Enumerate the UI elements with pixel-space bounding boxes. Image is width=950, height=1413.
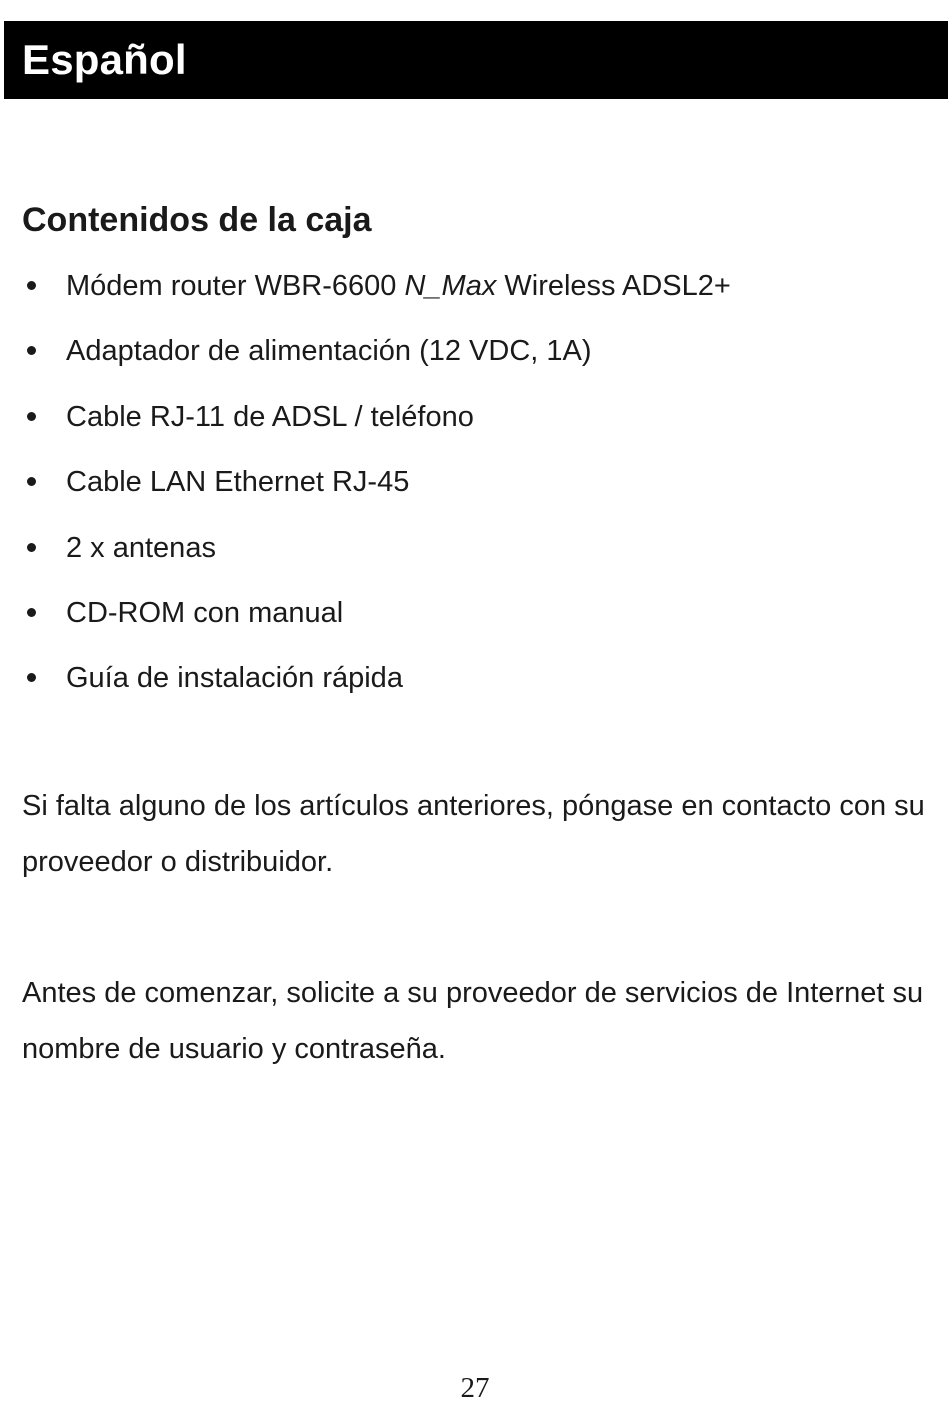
list-item-text-part: 2 x antenas bbox=[66, 531, 216, 564]
list-item-text bbox=[66, 589, 343, 637]
bullet-icon bbox=[27, 477, 36, 486]
missing-items-paragraph: Si falta alguno de los artículos anteriores, póngase en contacto con su proveedor o distribuidor. bbox=[22, 790, 925, 878]
bullet-icon bbox=[27, 281, 36, 290]
page-number: 27 bbox=[460, 1372, 490, 1404]
language-title: Español bbox=[22, 36, 187, 83]
bullet-icon bbox=[27, 543, 36, 552]
list-item-text-part: Cable LAN Ethernet RJ-45 bbox=[66, 466, 410, 499]
list-item-text bbox=[66, 654, 403, 702]
list-item-text bbox=[66, 262, 731, 310]
list-item-text-part: Wireless ADSL2+ bbox=[496, 270, 731, 302]
bullet-icon bbox=[27, 673, 36, 682]
bullet-icon bbox=[27, 608, 36, 617]
list-item-text-part: Cable RJ-11 de ADSL / teléfono bbox=[66, 400, 474, 433]
list-item-text bbox=[66, 393, 474, 441]
list-item-italic-part: N_Max bbox=[404, 270, 497, 302]
bullet-icon bbox=[27, 412, 36, 421]
section-title: Contenidos de la caja bbox=[22, 201, 372, 239]
bullet-icon bbox=[27, 346, 36, 355]
list-item-text bbox=[66, 327, 592, 375]
list-item-text bbox=[66, 524, 216, 572]
list-item-text-part: Guía de instalación rápida bbox=[66, 662, 403, 695]
list-item-text-part: Módem router WBR-6600 bbox=[66, 270, 405, 302]
list-item-text-part: CD-ROM con manual bbox=[66, 596, 344, 629]
list-item-text bbox=[66, 458, 409, 506]
language-header-bar bbox=[4, 21, 948, 99]
isp-credentials-paragraph: Antes de comenzar, solicite a su proveedor de servicios de Internet su nombre de usuario y contraseña. bbox=[22, 977, 924, 1065]
list-item-text-part: Adaptador de alimentación (12 VDC, 1A) bbox=[66, 335, 592, 368]
